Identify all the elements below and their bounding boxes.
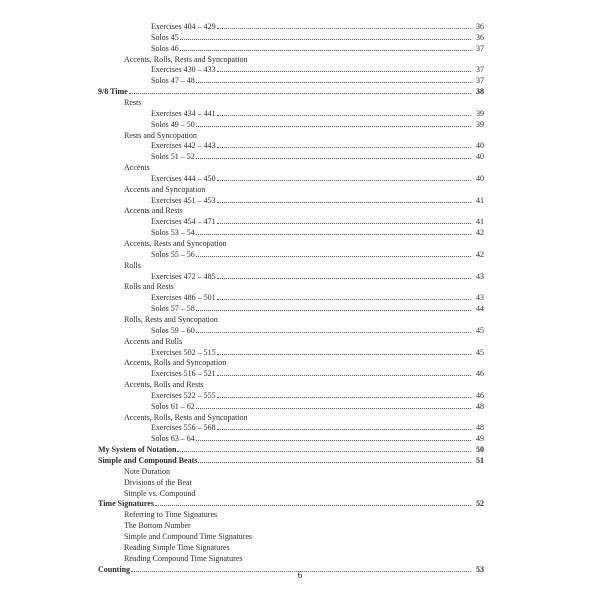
toc-entry-page: 48	[476, 401, 484, 411]
toc-entry	[151, 270, 484, 281]
toc-entry-label: Time Signatures	[98, 499, 154, 509]
toc-entry-label: Referring to Time Signatures	[124, 510, 218, 520]
toc-entry	[151, 215, 484, 226]
dot-leader	[196, 331, 471, 333]
toc-entry	[124, 280, 174, 291]
toc-entry-page: 42	[476, 228, 484, 238]
toc-entry-label: Solos 49 – 50	[151, 119, 195, 129]
dot-leader	[217, 201, 471, 203]
toc-entry-label: Solos 45	[151, 32, 179, 42]
toc-entry-label: Solos 46	[151, 43, 179, 53]
toc-entry-label: Rests	[124, 97, 142, 107]
toc-entry	[124, 237, 227, 248]
toc-entry	[124, 335, 182, 346]
toc-entry-label: Solos 61 – 62	[151, 401, 195, 411]
dot-leader	[217, 374, 471, 376]
toc-entry	[124, 530, 252, 541]
dot-leader	[180, 49, 471, 51]
dot-leader	[196, 81, 471, 83]
toc-entry-page: 40	[476, 152, 484, 162]
toc-entry	[151, 400, 484, 411]
toc-entry-label: Solos 59 – 60	[151, 325, 195, 335]
page-number: 6	[297, 570, 303, 580]
toc-entry	[151, 63, 484, 74]
toc-entry-label: Reading Simple Time Signatures	[124, 542, 230, 552]
toc-entry-label: Exercises 454 – 471	[151, 217, 216, 227]
toc-entry	[124, 465, 170, 476]
dot-leader	[129, 92, 471, 94]
toc-entry	[124, 541, 230, 552]
toc-entry-page: 40	[476, 141, 484, 151]
toc-entry-label: Solos 47 – 48	[151, 76, 195, 86]
toc-entry-label: Accents and Rolls	[124, 336, 183, 346]
toc-entry-page: 51	[476, 456, 484, 465]
toc-entry	[124, 508, 217, 519]
toc-entry-label: Rolls and Rests	[124, 282, 174, 292]
toc-entry-page: 53	[476, 564, 484, 574]
toc-entry-label: Accents	[124, 163, 150, 173]
toc-entry	[124, 313, 218, 324]
toc-entry	[151, 150, 484, 161]
toc-entry	[124, 53, 248, 64]
toc-entry	[151, 432, 484, 443]
dot-leader	[196, 309, 471, 311]
dot-leader	[217, 114, 471, 116]
dot-leader	[155, 504, 471, 506]
dot-leader	[198, 461, 471, 463]
toc-entry-label: Exercises 556 – 568	[151, 423, 216, 433]
toc-entry-label: Exercises 430 – 433	[151, 65, 216, 75]
toc-entry	[151, 107, 484, 118]
toc-section-entry	[98, 443, 484, 454]
toc-entry-page: 45	[476, 325, 484, 335]
toc-entry-page: 50	[476, 445, 484, 455]
toc-entry	[151, 172, 484, 183]
toc-entry-label: Exercises 442 – 443	[151, 141, 216, 151]
toc-entry	[124, 129, 197, 140]
toc-entry	[151, 194, 484, 205]
toc-entry	[124, 519, 191, 530]
dot-leader	[196, 157, 471, 159]
toc-entry	[151, 118, 484, 129]
toc-entry-label: Exercises 444 – 450	[151, 173, 216, 183]
dot-leader	[217, 27, 471, 29]
toc-entry-page: 52	[476, 499, 484, 509]
toc-entry	[124, 476, 192, 487]
toc-entry-label: Exercises 472 – 485	[151, 271, 216, 281]
toc-entry-label: Exercises 522 – 555	[151, 390, 216, 400]
toc-entry	[124, 259, 141, 270]
toc-entry-page: 43	[476, 271, 484, 281]
toc-entry-label: Accents, Rolls, Rests and Syncopation	[124, 54, 248, 64]
toc-entry	[151, 421, 484, 432]
toc-entry-page: 48	[476, 423, 484, 433]
toc-entry-label: Accents, Rolls and Syncopation	[124, 358, 227, 368]
toc-entry-page: 41	[476, 195, 484, 205]
toc-entry-page: 39	[476, 108, 484, 118]
toc-entry-label: Reading Compound Time Signatures	[124, 553, 243, 563]
toc-entry-label: Solos 51 – 52	[151, 152, 195, 162]
toc-entry-label: Rolls	[124, 260, 141, 270]
toc-entry-label: Exercises 516 – 521	[151, 369, 216, 379]
toc-entry-label: Accents and Rests	[124, 206, 183, 216]
toc-entry-page: 41	[476, 217, 484, 227]
toc-entry	[124, 487, 195, 498]
toc-entry-label: Counting	[98, 564, 131, 574]
toc-entry	[151, 346, 484, 357]
toc-entry	[151, 139, 484, 150]
toc-entry-label: Exercises 434 – 441	[151, 108, 216, 118]
toc-entry-page: 39	[476, 119, 484, 129]
toc-entry-label: Exercises 486 – 501	[151, 293, 216, 303]
dot-leader	[217, 353, 471, 355]
toc-entry	[124, 356, 226, 367]
toc-entry-label: Exercises 404 – 429	[151, 22, 216, 31]
toc-entry-label: Note Duration	[124, 466, 170, 476]
toc-section-entry	[98, 85, 484, 96]
toc-entry-label: Accents, Rolls and Rests	[124, 380, 204, 390]
toc-entry-label: Solos 57 – 58	[151, 304, 195, 314]
toc-entry-page: 43	[476, 293, 484, 303]
toc-entry-page: 45	[476, 347, 484, 357]
toc-entry	[151, 20, 484, 31]
toc-entry	[124, 552, 242, 563]
toc-entry	[151, 74, 484, 85]
dot-leader	[217, 70, 471, 72]
dot-leader	[196, 439, 471, 441]
dot-leader	[196, 233, 471, 235]
dot-leader	[217, 428, 471, 430]
toc-entry	[124, 96, 141, 107]
toc-entry	[151, 291, 484, 302]
toc-entry-page: 42	[476, 249, 484, 259]
toc-entry-label: Solos 63 – 64	[151, 434, 195, 444]
toc-entry-label: Rolls, Rests and Syncopation	[124, 314, 218, 324]
toc-entry	[124, 411, 248, 422]
toc-entry-label: Exercises 451 – 453	[151, 195, 216, 205]
toc-entry-page: 46	[476, 369, 484, 379]
toc-entry-page: 37	[476, 65, 484, 75]
toc-entry	[151, 367, 484, 378]
dot-leader	[177, 450, 471, 452]
toc-entry-page: 40	[476, 173, 484, 183]
dot-leader	[217, 298, 471, 300]
toc-entry-page: 36	[476, 32, 484, 42]
toc-entry	[151, 31, 484, 42]
toc-entry	[124, 183, 205, 194]
toc-entry-label: 9/8 Time	[98, 87, 128, 97]
toc-entry	[151, 324, 484, 335]
toc-entry	[151, 226, 484, 237]
toc-entry-label: Divisions of the Beat	[124, 477, 192, 487]
dot-leader	[196, 407, 471, 409]
toc-section-entry	[98, 454, 484, 465]
toc-entry-page: 49	[476, 434, 484, 444]
dot-leader	[196, 125, 471, 127]
dot-leader	[217, 396, 471, 398]
dot-leader	[196, 255, 471, 257]
toc-entry-label: Simple and Compound Time Signatures	[124, 531, 253, 541]
toc-entry	[151, 302, 484, 313]
dot-leader	[217, 179, 471, 181]
toc-entry-page: 44	[476, 304, 484, 314]
toc-entry-page: 37	[476, 43, 484, 53]
toc-entry	[151, 389, 484, 400]
toc-entry-label: Simple vs. Compound	[124, 488, 196, 498]
toc-entry-label: Solos 55 – 56	[151, 249, 195, 259]
toc-entry	[124, 204, 183, 215]
toc-entry-label: Exercises 502 – 515	[151, 347, 216, 357]
toc-entry-label: The Bottom Number	[124, 521, 191, 531]
toc-entry	[151, 42, 484, 53]
toc-entry-page: 38	[476, 87, 484, 97]
dot-leader	[217, 277, 471, 279]
toc-section-entry	[98, 497, 484, 508]
toc-entry-page: 46	[476, 390, 484, 400]
toc-entry-label: Accents and Syncopation	[124, 184, 206, 194]
dot-leader	[217, 222, 471, 224]
toc-entry-label: My System of Notation	[98, 445, 177, 455]
toc-entry	[151, 248, 484, 259]
toc-entry-page: 36	[476, 22, 484, 31]
toc-entry-page: 37	[476, 76, 484, 86]
toc-entry	[124, 161, 150, 172]
dot-leader	[180, 38, 471, 40]
toc-entry-label: Simple and Compound Beats	[98, 456, 198, 465]
dot-leader	[217, 146, 471, 148]
toc-entry-label: Accents, Rests and Syncopation	[124, 239, 227, 248]
toc-entry-label: Solos 53 – 54	[151, 228, 195, 238]
toc-entry-label: Rests and Syncopation	[124, 130, 197, 140]
toc-entry	[124, 378, 204, 389]
toc-entry-label: Accents, Rolls, Rests and Syncopation	[124, 412, 248, 422]
